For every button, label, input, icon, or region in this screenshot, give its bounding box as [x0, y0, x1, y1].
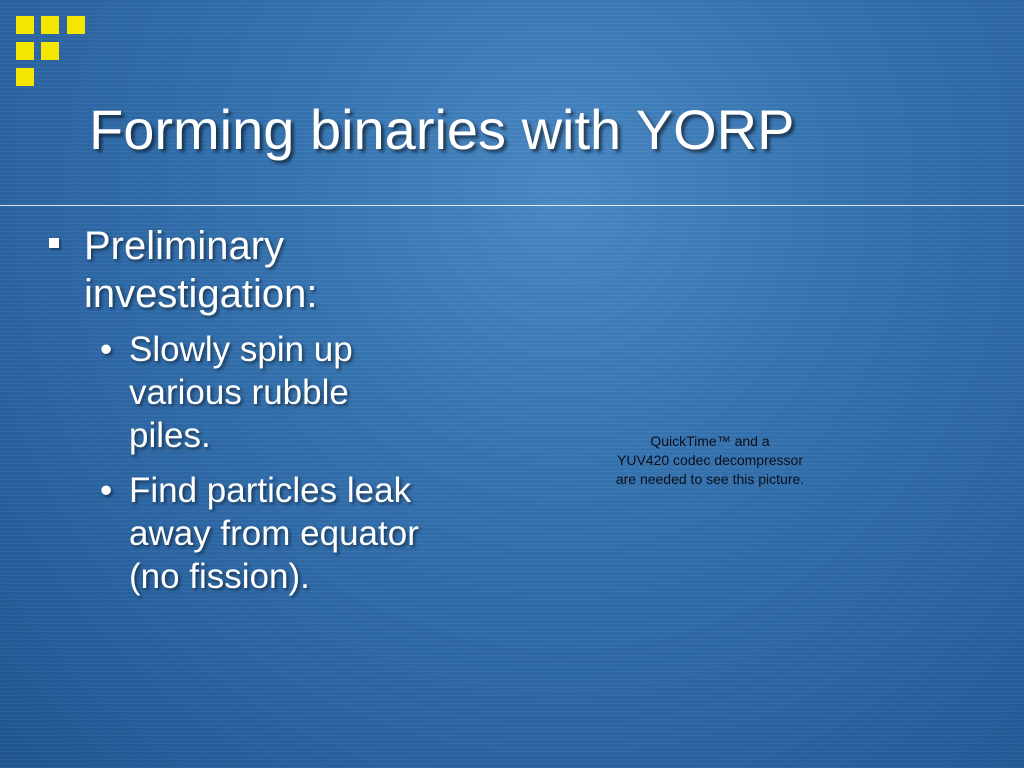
bullet-list [40, 222, 440, 610]
slide-title: Forming binaries with YORP [89, 98, 795, 161]
placeholder-line: are needed to see this picture. [615, 471, 805, 487]
placeholder-line: QuickTime™ and a [650, 433, 770, 449]
yellow-squares-logo-icon [16, 16, 88, 88]
sub-bullet-text: Slowly spin up various rubble piles. [129, 330, 353, 455]
sub-bullet-text: Find particles leak away from equator (no fission). [129, 471, 419, 596]
sub-bullet-item [40, 328, 440, 457]
square-bullet-icon [49, 238, 59, 248]
dot-bullet-icon: • [100, 330, 113, 369]
title-divider [0, 205, 1024, 206]
quicktime-placeholder [560, 432, 860, 489]
placeholder-line: YUV420 codec decompressor [617, 452, 803, 468]
bullet-item [40, 222, 440, 318]
sub-bullet-list [40, 328, 440, 598]
dot-bullet-icon: • [100, 471, 113, 510]
sub-bullet-item [40, 469, 440, 598]
bullet-text: Preliminary investigation: [84, 224, 318, 316]
